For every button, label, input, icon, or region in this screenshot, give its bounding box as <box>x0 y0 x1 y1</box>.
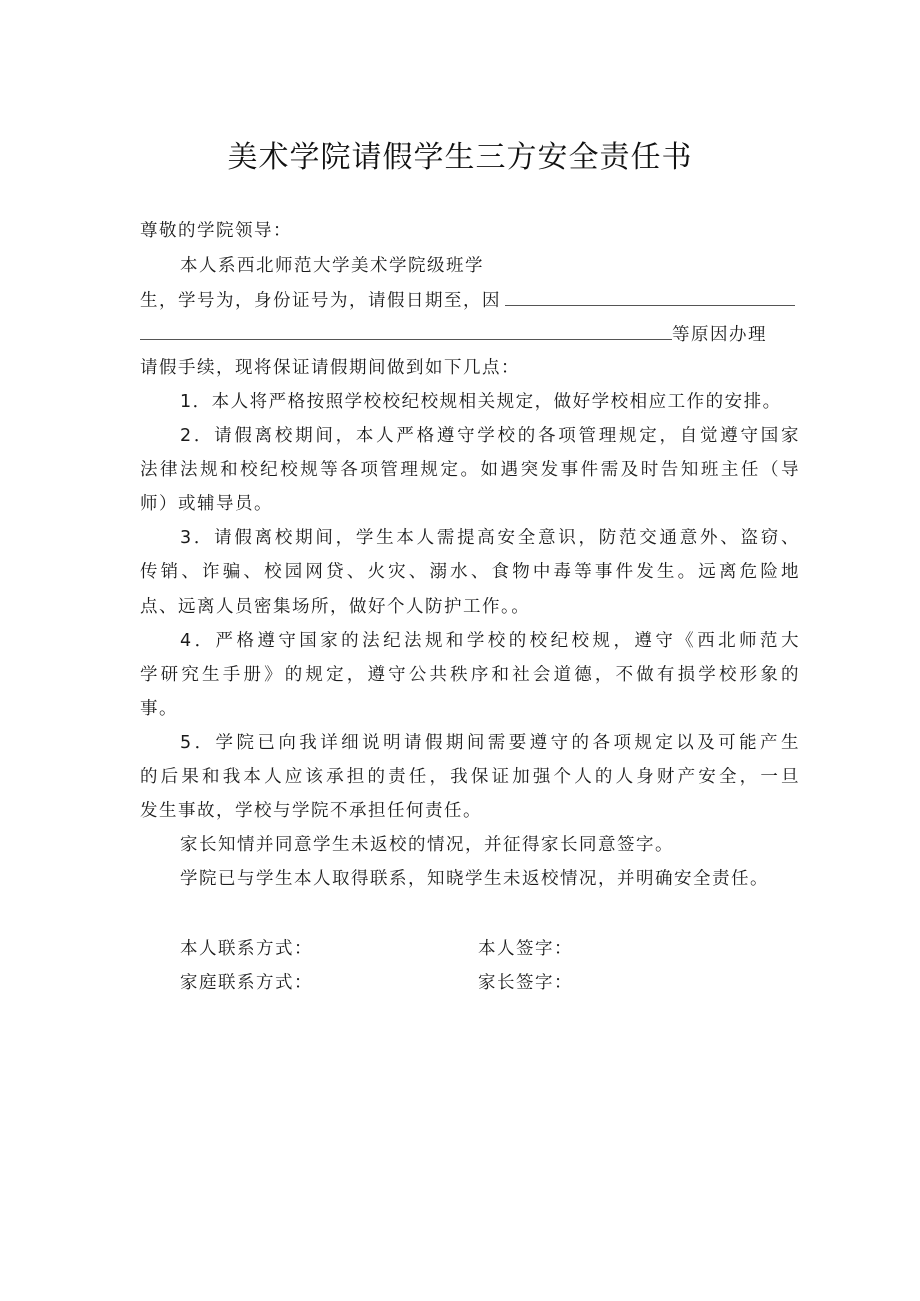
reason-blank-1[interactable] <box>505 288 795 306</box>
item-4-line-2: 学研究生手册》的规定，遵守公共秩序和社会道德，不做有损学校形象的 <box>140 665 800 685</box>
item-3-line-2: 传销、诈骗、校园网贷、火灾、溺水、食物中毒等事件发生。远离危险地 <box>140 562 800 582</box>
intro-line-3 <box>140 322 800 347</box>
self-contact-label: 本人联系方式： <box>180 939 313 959</box>
item-2-line-3: 师）或辅导员。 <box>140 494 273 514</box>
item-4-line-3: 事。 <box>140 699 178 719</box>
item-2-line-1: 2．请假离校期间，本人严格遵守学校的各项管理规定，自觉遵守国家 <box>180 426 800 446</box>
parent-signature-label: 家长签字： <box>478 973 573 993</box>
intro-line-1: 本人系西北师范大学美术学院级班学 <box>180 256 484 276</box>
intro-line-3-suffix: 等原因办理 <box>672 325 767 345</box>
parent-statement: 家长知情并同意学生未返校的情况，并征得家长同意签字。 <box>180 835 674 855</box>
item-2-line-2: 法律法规和校纪校规等各项管理规定。如遇突发事件需及时告知班主任（导 <box>140 460 800 480</box>
item-3-line-1: 3．请假离校期间，学生本人需提高安全意识，防范交通意外、盗窃、 <box>180 528 800 548</box>
reason-blank-2[interactable] <box>140 322 672 340</box>
item-3-line-3: 点、远离人员密集场所，做好个人防护工作。。 <box>140 597 531 617</box>
intro-line-2 <box>140 288 800 313</box>
self-signature-label: 本人签字： <box>478 939 573 959</box>
item-4-line-1: 4．严格遵守国家的法纪法规和学校的校纪校规，遵守《西北师范大 <box>180 631 800 651</box>
college-statement: 学院已与学生本人取得联系，知晓学生未返校情况，并明确安全责任。 <box>180 869 769 889</box>
item-5-line-2: 的后果和我本人应该承担的责任，我保证加强个人的人身财产安全，一旦 <box>140 767 800 787</box>
item-5-line-1: 5．学院已向我详细说明请假期间需要遵守的各项规定以及可能产生 <box>180 733 800 753</box>
family-contact-label: 家庭联系方式： <box>180 973 313 993</box>
intro-line-2-text: 生，学号为，身份证号为，请假日期至，因 <box>140 291 501 311</box>
item-1-line-1: 1．本人将严格按照学校校纪校规相关规定，做好学校相应工作的安排。 <box>180 392 782 412</box>
salutation: 尊敬的学院领导： <box>140 221 292 241</box>
intro-line-4: 请假手续，现将保证请假期间做到如下几点： <box>140 358 520 378</box>
item-5-line-3: 发生事故，学校与学院不承担任何责任。 <box>140 801 482 821</box>
document-title: 美术学院请假学生三方安全责任书 <box>227 140 693 175</box>
